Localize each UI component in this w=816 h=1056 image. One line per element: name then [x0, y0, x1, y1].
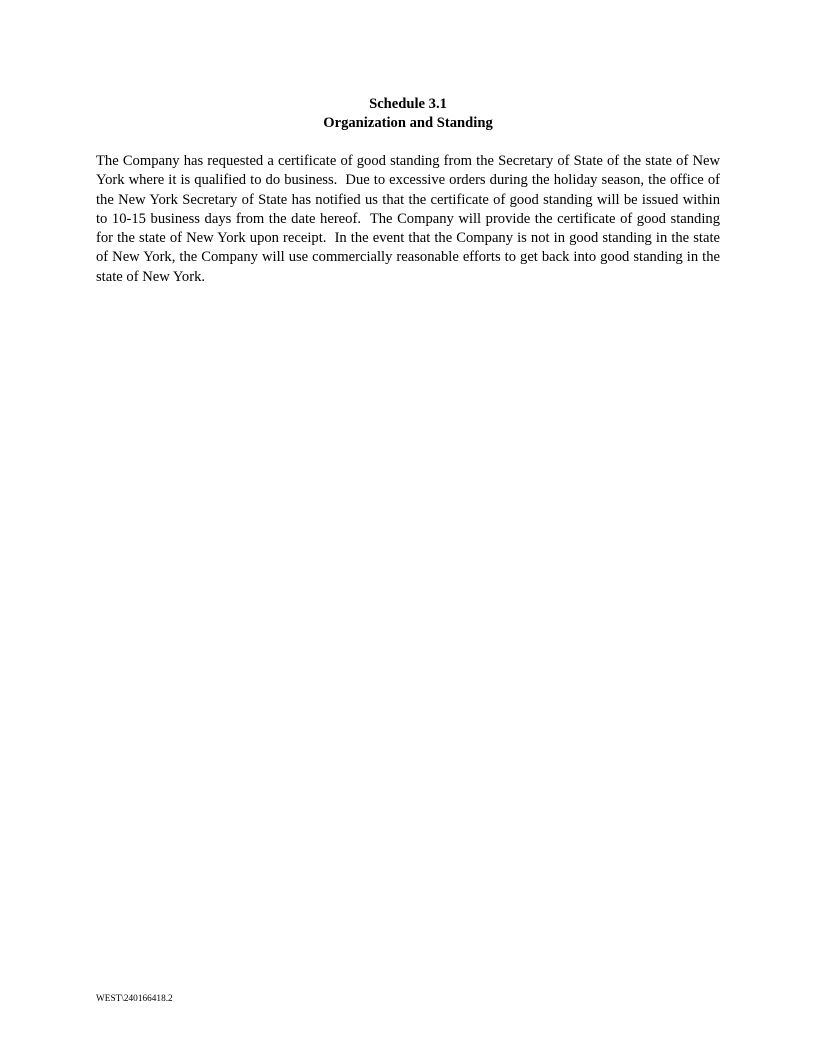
- schedule-title: Schedule 3.1: [369, 96, 447, 112]
- schedule-heading: [96, 95, 720, 132]
- body-paragraph: The Company has requested a certificate of good standing from the Secretary of State of the state of New York where it is qualified to do business. Due to excessive orders during the holiday season, the office of the New York Secretary of State has notified us that the certificate of good standing will be issued within to 10-15 business days from the date hereof. The Company will provide the certificate of good standing for the state of New York upon receipt. In the event that the Company is not in good standing in the state of New York, the Company will use commercially reasonable efforts to get back into good standing in the state of New York.: [96, 153, 724, 285]
- document-footer-id: WEST\240166418.2: [96, 994, 173, 1004]
- schedule-subtitle: Organization and Standing: [323, 114, 493, 131]
